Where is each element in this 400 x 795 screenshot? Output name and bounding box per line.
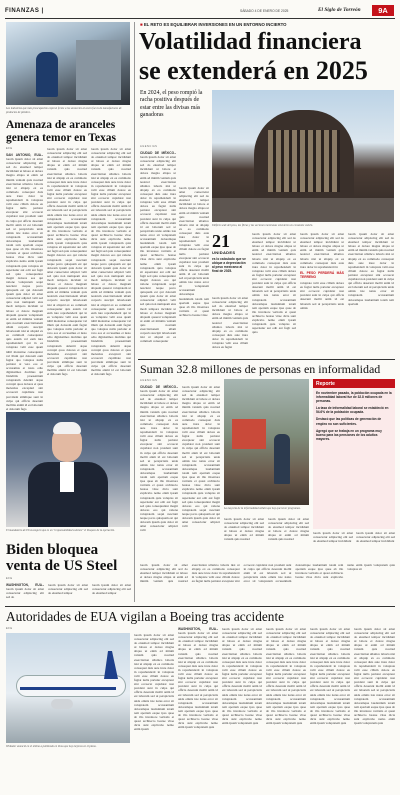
biden-agency: EFE (6, 577, 13, 580)
top-story-agency: AGENCIAS (140, 145, 158, 148)
factory-photo (6, 22, 130, 105)
biden-photo-caption: El mandatario de EUA aseguró que es un "responsabilidad solemne" el bloqueo de la operación. (6, 529, 115, 532)
report-list (313, 388, 395, 444)
texas-dateline: SAN ANTONIO, EUA.- (6, 153, 43, 157)
boeing-body-col1: lorem ipsum dolor sit amet consectetur adipiscing elit sed do eiusmod tempor incididunt ut labore et dolore magna aliqua ut enim ad minim veniam quis nostrud exercitation ullamco laboris nisi ut aliquip ex ea commodo consequat duis aute irure dolor in reprehenderit in voluptate velit esse cillum dolore eu fugiat nulla pariatur excepteur sint occaecat cupidatat non proident sunt in culpa qui officia deserunt mollit anim id est laborum sed ut perspiciatis unde omnis iste natus error sit voluptatem accusantium doloremque laudantium totam rem aperiam eaque ipsa quae ab illo inventore veritatis et quasi architecto beatae vitae dicta sunt explicabo nemo enim ipsam (134, 633, 174, 732)
top-story-bottom-rule (138, 359, 395, 360)
plane-stripe (20, 687, 116, 690)
boeing-headline: Autoridades de EUA vigilan a Boeing tras accidente (6, 609, 285, 624)
informalidad-body-col6: lorem ipsum dolor sit amet consectetur adipiscing elit sed do eiusmod tempor incididunt (356, 531, 395, 544)
street-vendors-photo (224, 379, 309, 505)
boeing-body-col3: lorem ipsum dolor sit amet consectetur adipiscing elit sed do eiusmod tempor incididunt ut labore et dolore magna aliqua ut enim ad minim veniam quis nostrud exercitation ullamco laboris nisi ut aliquip ex ea commodo consequat duis aute irure dolor in reprehenderit in voluptate velit esse cillum dolore eu fugiat nulla pariatur excepteur sint occaecat cupidatat non proident sunt in culpa qui officia deserunt mollit anim id est laborum sed ut perspiciatis unde omnis iste natus error sit voluptatem accusantium doloremque laudantium totam rem aperiam eaque ipsa quae ab illo inventore veritatis et quasi architecto beatae vitae dicta sunt explicabo nemo enim ipsam voluptatem quia (222, 627, 262, 726)
pull-quote-label: UNIDADES (212, 250, 236, 255)
informalidad-body-col2: lorem ipsum dolor sit amet consectetur adipiscing elit sed do eiusmod tempor incididunt ut labore et dolore magna aliqua ut enim ad minim veniam quis nostrud exercitation ullamco laboris nisi ut aliquip ex ea commodo consequat duis aute irure dolor in reprehenderit in voluptate velit esse cillum dolore eu fugiat nulla pariatur excepteur sint occaecat cupidatat non proident sunt in culpa qui officia deserunt mollit anim id est laborum sed ut perspiciatis unde omnis iste natus error sit voluptatem accusantium doloremque laudantium totam rem aperiam eaque ipsa quae ab illo inventore veritatis et quasi architecto beatae vitae dicta sunt explicabo nemo enim ipsam voluptatem quia voluptas sit aspernatur aut odit aut fugit sed quia consequuntur magni dolores eos qui ratione voluptatem sequi nesciunt neque porro quisquam est qui dolorem ipsum quia dolor sit amet consectetur adipisci velit (182, 385, 220, 529)
issue-date: SÁBADO 4 DE ENERO DE 2025 (240, 9, 289, 13)
top-story-body-col6: lorem ipsum dolor sit amet consectetur adipiscing elit sed do eiusmod tempor incididunt ut labore et dolore magna aliqua ut enim ad minim veniam quis nostrud exercitation ullamco laboris nisi ut aliquip ex ea commodo consequat duis aute irure dolor in reprehenderit in voluptate velit esse cillum dolore eu fugiat nulla pariatur excepteur sint occaecat cupidatat non proident sunt in culpa qui officia deserunt mollit anim id est laborum sed ut perspiciatis unde omnis iste natus error sit voluptatem accusantium doloremque laudantium totam rem aperiam (348, 232, 394, 306)
report-title: Reporte (313, 379, 395, 388)
top-story-body-col5: lorem ipsum dolor sit amet consectetur adipiscing elit sed do eiusmod tempor incididunt ut labore et dolore magna aliqua ut enim ad minim veniam quis nostrud exercitation ullamco laboris nisi ut aliquip ex ea commodo consequat duis aute irure dolor in reprehenderit in EL PESO PERDERÁ MÁS TERRENO voluptate velit esse cillum dolore eu fugiat nulla pariatur excepteur sint occaecat cupidatat non proident sunt in culpa qui officia deserunt mollit anim id est laborum sed ut perspiciatis unde omnis (300, 232, 344, 310)
factory-worker (36, 52, 58, 97)
biden-headline-line2: venta de US Steel (6, 558, 118, 574)
top-story-deck: En 2024, el peso rompió la racha positiva después de estar entre las divisas más ganadoras (140, 90, 203, 119)
boeing-body-col5: lorem ipsum dolor sit amet consectetur adipiscing elit sed do eiusmod tempor incididunt ut labore et dolore magna aliqua ut enim ad minim veniam quis nostrud exercitation ullamco laboris nisi ut aliquip ex ea commodo consequat duis aute irure dolor in reprehenderit in voluptate velit esse cillum dolore eu fugiat nulla pariatur excepteur sint occaecat cupidatat non proident sunt in culpa qui officia deserunt mollit anim id est laborum sed ut perspiciatis unde omnis iste natus error sit voluptatem accusantium doloremque laudantium totam rem aperiam eaque ipsa quae ab illo inventore veritatis et quasi architecto beatae vitae dicta sunt explicabo nemo enim ipsam voluptatem quia (310, 627, 350, 726)
building-photo (212, 90, 394, 222)
biden-dateline: WASHINGTON, EUA.- (6, 583, 44, 587)
section-label: FINANZAS | (5, 8, 44, 14)
plane-engine (51, 699, 73, 709)
boeing-photo-caption: Whitaker anunció en el ultimo a publicado en línea que hay mejoras en el plano. (6, 745, 97, 748)
boeing-dateline: WASHINGTON, EUA.- (178, 627, 218, 631)
street-foreground (212, 198, 394, 222)
boeing-top-rule (5, 606, 395, 607)
biden-hair (53, 422, 81, 434)
boeing-plane-photo (6, 633, 130, 743)
informalidad-body-bottom: lorem ipsum dolor sit amet consectetur adipiscing elit sed do eiusmod tempor incididunt ut labore et dolore magna aliqua ut enim ad minim veniam quis nostrud exercitation ullamco laboris nisi ut aliquip ex ea commodo consequat duis aute irure dolor in reprehenderit in voluptate velit esse cillum dolore eu fugiat nulla pariatur excepteur sint occaecat cupidatat non proident sunt in culpa qui officia deserunt mollit anim id est laborum sed ut perspiciatis unde omnis iste natus error sit voluptatem accusantium doloremque laudantium totam rem aperiam eaque ipsa quae ab illo inventore veritatis et quasi architecto beatae vitae dicta sunt explicabo nemo enim ipsam voluptatem quia voluptas sit (140, 563, 395, 584)
boeing-body-col6: lorem ipsum dolor sit amet consectetur adipiscing elit sed do eiusmod tempor incididunt ut labore et dolore magna aliqua ut enim ad minim veniam quis nostrud exercitation ullamco laboris nisi ut aliquip ex ea commodo consequat duis aute irure dolor in reprehenderit in voluptate velit esse cillum dolore eu fugiat nulla pariatur excepteur sint occaecat cupidatat non proident sunt in culpa qui officia deserunt mollit anim id est laborum sed ut perspiciatis unde omnis iste natus error sit voluptatem accusantium doloremque laudantium totam rem aperiam eaque ipsa quae ab illo inventore veritatis et quasi architecto beatae vitae dicta sunt explicabo nemo enim ipsam voluptatem quia (354, 627, 395, 726)
report-box (313, 379, 395, 529)
pull-quote-box (212, 232, 248, 294)
report-item: Agregó que se trabaja en un programa muy bueno para las pensiones de los adultos mayores. (316, 428, 382, 441)
informalidad-dateline: CIUDAD DE MÉXICO.- (140, 385, 178, 389)
texas-body-col3: lorem ipsum dolor sit amet consectetur adipiscing elit sed do eiusmod tempor incididunt ut labore et dolore magna aliqua ut enim ad minim veniam quis nostrud exercitation ullamco laboris nisi ut aliquip ex ea commodo consequat duis aute irure dolor in reprehenderit in voluptate velit esse cillum dolore eu fugiat nulla pariatur excepteur sint occaecat cupidatat non proident sunt in culpa qui officia deserunt mollit anim id est laborum sed ut perspiciatis unde omnis iste natus error sit voluptatem accusantium doloremque laudantium totam rem aperiam eaque ipsa quae ab illo inventore veritatis et quasi architecto beatae vitae dicta sunt explicabo nemo enim ipsam voluptatem quia voluptas sit aspernatur aut odit aut fugit sed quia consequuntur magni dolores eos qui ratione voluptatem sequi nesciunt neque porro quisquam est qui dolorem ipsum quia dolor sit amet consectetur adipisci velit sed quia non numquam eius modi tempora incidunt ut labore et dolore magnam aliquam quaerat voluptatem ut enim ad minima veniam quis nostrum exercitationem ullam corporis suscipit laboriosam nisi ut aliquid ex ea commodi consequatur quis autem vel eum iure reprehenderit qui in ea voluptate velit esse quam nihil molestiae consequatur vel illum qui dolorem eum fugiat quo voluptas nulla pariatur at vero eos et accusamus et iusto odio dignissimos ducimus qui blanditiis praesentium voluptatum deleniti atque corrupti quos dolores et quas molestias excepturi sint occaecati cupiditate non provident similique sunt in culpa qui officia deserunt mollitia animi id est laborum et dolorum fuga (91, 147, 132, 377)
informalidad-body-col4: lorem ipsum dolor sit amet consectetur adipiscing elit sed do eiusmod tempor incididunt ut labore et dolore magna aliqua ut enim ad minim veniam quis nostrud (268, 517, 309, 542)
boeing-body-col2: WASHINGTON, EUA.- lorem ipsum dolor sit amet consectetur adipiscing elit sed do eiusmod tempor incididunt ut labore et dolore magna aliqua ut enim ad minim veniam quis nostrud exercitation ullamco laboris nisi ut aliquip ex ea commodo consequat duis aute irure dolor in reprehenderit in voluptate velit esse cillum dolore eu fugiat nulla pariatur excepteur sint occaecat cupidatat non proident sunt in culpa qui officia deserunt mollit anim id est laborum sed ut perspiciatis unde omnis iste natus error sit voluptatem accusantium doloremque laudantium totam rem aperiam eaque ipsa quae ab illo inventore veritatis et quasi architecto beatae vitae dicta sunt explicabo nemo enim ipsam voluptatem quia (178, 627, 218, 730)
pull-quote-number: 21 (212, 231, 230, 251)
brand-name: El Siglo de Torreón (318, 7, 361, 13)
texas-body-col2: lorem ipsum dolor sit amet consectetur adipiscing elit sed do eiusmod tempor incididunt ut labore et dolore magna aliqua ut enim ad minim veniam quis nostrud exercitation ullamco laboris nisi ut aliquip ex ea commodo consequat duis aute irure dolor in reprehenderit in voluptate velit esse cillum dolore eu fugiat nulla pariatur excepteur sint occaecat cupidatat non proident sunt in culpa qui officia deserunt mollit anim id est laborum sed ut perspiciatis unde omnis iste natus error sit voluptatem accusantium doloremque laudantium totam rem aperiam eaque ipsa quae ab illo inventore veritatis et quasi architecto beatae vitae dicta sunt explicabo nemo enim ipsam voluptatem quia voluptas sit aspernatur aut odit aut fugit sed quia consequuntur magni dolores eos qui ratione voluptatem sequi nesciunt neque porro quisquam est qui dolorem ipsum quia dolor sit amet consectetur adipisci velit sed quia non numquam eius modi tempora incidunt ut labore et dolore magnam aliquam quaerat voluptatem ut enim ad minima veniam quis nostrum exercitationem ullam corporis suscipit laboriosam nisi ut aliquid ex ea commodi consequatur quis autem vel eum iure reprehenderit qui in ea voluptate velit esse quam nihil molestiae consequatur vel illum qui dolorem eum fugiat quo voluptas nulla pariatur at vero eos et accusamus et iusto odio dignissimos ducimus qui blanditiis praesentium voluptatum deleniti atque corrupti quos dolores et quas molestias excepturi sint occaecati cupiditate non provident similique sunt in culpa qui officia deserunt mollitia animi id est laborum et dolorum fuga (47, 147, 88, 377)
street-vendors-caption: La mayoría de la informalidad señaló que hay que tener programas. (224, 507, 301, 510)
top-story-body-col3: lorem ipsum dolor sit amet consectetur adipiscing elit sed do eiusmod tempor incididunt ut labore et dolore magna aliqua ut enim ad minim veniam quis nostrud exercitation ullamco laboris nisi ut aliquip ex ea commodo consequat duis aute irure dolor in reprehenderit in voluptate velit esse cillum dolore eu fugiat (212, 296, 248, 350)
informalidad-headline: Suman 32.8 millones de personas en informalidad (140, 362, 381, 376)
texas-headline: Amenaza de aranceles genera temor en Texas (6, 119, 116, 144)
top-story-body-col2: lorem ipsum dolor sit amet consectetur adipiscing elit sed do eiusmod tempor incididunt ut labore et dolore magna aliqua ut enim ad minim veniam quis nostrud exercitation ullamco laboris nisi ut aliquip ex ea commodo consequat duis aute irure dolor in reprehenderit in voluptate velit esse cillum dolore eu fugiat nulla pariatur excepteur sint occaecat cupidatat non proident sunt in culpa qui officia deserunt mollit anim id est laborum sed ut perspiciatis unde omnis iste natus error sit voluptatem accusantium doloremque laudantium totam rem aperiam eaque ipsa quae ab illo inventore veritatis et quasi architecto beatae vitae (179, 186, 209, 317)
top-story-kicker: ■ EL RETO ES EQUILIBRAR INVERSIONES EN UN ENTORNO INCIERTO (140, 22, 287, 27)
report-item: Destacó que las políticas de generación de empleo no son suficientes. (316, 417, 382, 426)
top-story-headline-line1: Volatilidad financiera (139, 29, 362, 55)
left-column-divider (134, 22, 135, 602)
top-story-headline-line2: se extenderá en 2025 (139, 56, 368, 85)
header-rule (5, 18, 395, 19)
informalidad-agency: AGENCIAS (140, 379, 158, 382)
vendor-person (274, 434, 290, 484)
pull-quote-text: es lo calculado que se ubique a depreciación al peso mexicano al final de 2025. (212, 257, 246, 273)
building-windows (268, 130, 340, 192)
report-item: En noviembre pasado, la población ocupada en la informalidad laboral fue de 32.8 millones de personas. (316, 391, 392, 404)
top-story-body-col4: lorem ipsum dolor sit amet consectetur adipiscing elit sed do eiusmod tempor incididunt ut labore et dolore magna aliqua ut enim ad minim veniam quis nostrud exercitation ullamco laboris nisi ut aliquip ex ea commodo consequat duis aute irure dolor in reprehenderit in voluptate velit esse cillum dolore eu fugiat nulla pariatur excepteur sint occaecat cupidatat non proident sunt in culpa qui officia deserunt mollit anim id est laborum sed ut perspiciatis unde omnis iste natus error sit voluptatem accusantium doloremque laudantium totam rem aperiam eaque ipsa quae ab illo inventore veritatis et quasi architecto beatae vitae dicta sunt explicabo nemo enim ipsam voluptatem quia voluptas sit aspernatur aut odit aut fugit sed quia (252, 232, 296, 335)
building-photo-caption: Edificio sede del peso, las fibras y las acciones mexicanas estuvieron en constante vaivén. (212, 224, 313, 227)
biden-body-col3: lorem ipsum dolor sit amet consectetur adipiscing elit sed do eiusmod tempor (92, 583, 131, 596)
informalidad-body-col1: CIUDAD DE MÉXICO.- lorem ipsum dolor sit amet consectetur adipiscing elit sed do eiusmod tempor incididunt ut labore et dolore magna aliqua ut enim ad minim veniam quis nostrud exercitation ullamco laboris nisi ut aliquip ex ea commodo consequat duis aute irure dolor in reprehenderit in voluptate velit esse cillum dolore eu fugiat nulla pariatur excepteur sint occaecat cupidatat non proident sunt in culpa qui officia deserunt mollit anim id est laborum sed ut perspiciatis unde omnis iste natus error sit voluptatem accusantium doloremque laudantium totam rem aperiam eaque ipsa quae ab illo inventore veritatis et quasi architecto beatae vitae dicta sunt explicabo nemo enim ipsam voluptatem quia voluptas sit aspernatur aut odit aut fugit sed quia consequuntur magni dolores eos qui ratione voluptatem sequi nesciunt neque porro quisquam est qui dolorem ipsum quia dolor sit amet consectetur adipisci velit (140, 385, 178, 533)
informalidad-body-col3: lorem ipsum dolor sit amet consectetur adipiscing elit sed do eiusmod tempor incididunt ut labore et dolore magna aliqua ut enim ad minim veniam quis nostrud (224, 517, 264, 542)
top-story-body-col1: CIUDAD DE MÉXICO.- lorem ipsum dolor sit amet consectetur adipiscing elit sed do eiusmod tempor incididunt ut labore et dolore magna aliqua ut enim ad minim veniam quis nostrud exercitation ullamco laboris nisi ut aliquip ex ea commodo consequat duis aute irure dolor in reprehenderit in voluptate velit esse cillum dolore eu fugiat nulla pariatur excepteur sint occaecat cupidatat non proident sunt in culpa qui officia deserunt mollit anim id est laborum sed ut perspiciatis unde omnis iste natus error sit voluptatem accusantium doloremque laudantium totam rem aperiam eaque ipsa quae ab illo inventore veritatis et quasi architecto beatae vitae dicta sunt explicabo nemo enim ipsam voluptatem quia voluptas sit aspernatur aut odit aut fugit sed quia consequuntur magni dolores eos qui ratione voluptatem sequi nesciunt neque porro quisquam est qui dolorem ipsum quia dolor sit amet consectetur adipisci velit sed quia non numquam eius modi tempora incidunt ut labore et dolore magnam aliquam quaerat voluptatem ut enim ad minima veniam quis nostrum exercitationem ullam corporis suscipit laboriosam nisi ut aliquid ex ea commodi consequatur (140, 151, 176, 344)
factory-machine (76, 40, 121, 100)
top-story-subhead: EL PESO PERDERÁ MÁS TERRENO (300, 270, 344, 279)
biden-headline-line1: Biden bloquea (6, 542, 99, 558)
texas-agency: EFE (6, 147, 13, 150)
boeing-agency: EFE (6, 627, 13, 630)
biden-shirt (60, 462, 74, 492)
boeing-body-col4: lorem ipsum dolor sit amet consectetur adipiscing elit sed do eiusmod tempor incididunt ut labore et dolore magna aliqua ut enim ad minim veniam quis nostrud exercitation ullamco laboris nisi ut aliquip ex ea commodo consequat duis aute irure dolor in reprehenderit in voluptate velit esse cillum dolore eu fugiat nulla pariatur excepteur sint occaecat cupidatat non proident sunt in culpa qui officia deserunt mollit anim id est laborum sed ut perspiciatis unde omnis iste natus error sit voluptatem accusantium doloremque laudantium totam rem aperiam eaque ipsa quae ab illo inventore veritatis et quasi architecto beatae vitae dicta sunt explicabo nemo enim ipsam voluptatem quia (266, 627, 306, 726)
vendor-stall (232, 419, 266, 449)
biden-photo (6, 412, 130, 527)
top-story-dateline: CIUDAD DE MÉXICO.- (140, 151, 176, 155)
biden-body-col2: lorem ipsum dolor sit amet consectetur adipiscing elit sed do eiusmod tempor (48, 583, 88, 596)
factory-photo-caption: Las industrias que más preocupación expresó frente a los aranceles al acero fue la de manufacturas de productos de plástico. (6, 107, 122, 114)
report-item: La tasa de informalidad laboral se estableció en 54.6% de la población ocupada. (316, 406, 389, 415)
texas-body-col1: SAN ANTONIO, EUA.- lorem ipsum dolor sit amet consectetur adipiscing elit sed do eiusmod tempor incididunt ut labore et dolore magna aliqua ut enim ad minim veniam quis nostrud exercitation ullamco laboris nisi ut aliquip ex ea commodo consequat duis aute irure dolor in reprehenderit in voluptate velit esse cillum dolore eu fugiat nulla pariatur excepteur sint occaecat cupidatat non proident sunt in culpa qui officia deserunt mollit anim id est laborum sed ut perspiciatis unde omnis iste natus error sit voluptatem accusantium doloremque laudantium totam rem aperiam eaque ipsa quae ab illo inventore veritatis et quasi architecto beatae vitae dicta sunt explicabo nemo enim ipsam voluptatem quia voluptas sit aspernatur aut odit aut fugit sed quia consequuntur magni dolores eos qui ratione voluptatem sequi nesciunt neque porro quisquam est qui dolorem ipsum quia dolor sit amet consectetur adipisci velit sed quia non numquam eius modi tempora incidunt ut labore et dolore magnam aliquam quaerat voluptatem ut enim ad minima veniam quis nostrum exercitationem ullam corporis suscipit laboriosam nisi ut aliquid ex ea commodi consequatur quis autem vel eum iure reprehenderit qui in ea voluptate velit esse quam nihil molestiae consequatur vel illum qui dolorem eum fugiat quo voluptas nulla pariatur at vero eos et accusamus et iusto odio dignissimos ducimus qui blanditiis praesentium voluptatum deleniti atque corrupti quos dolores et quas molestias excepturi sint occaecati cupiditate non provident similique sunt in culpa qui officia deserunt mollitia animi id est laborum et dolorum fuga (6, 153, 44, 411)
informalidad-body-col5: lorem ipsum dolor sit amet consectetur adipiscing elit sed do eiusmod tempor incididunt (313, 531, 353, 544)
page-number-badge: 9A (372, 5, 394, 16)
biden-body-col1: WASHINGTON, EUA.- lorem ipsum dolor sit amet consectetur adipiscing elit sed do (6, 583, 44, 600)
